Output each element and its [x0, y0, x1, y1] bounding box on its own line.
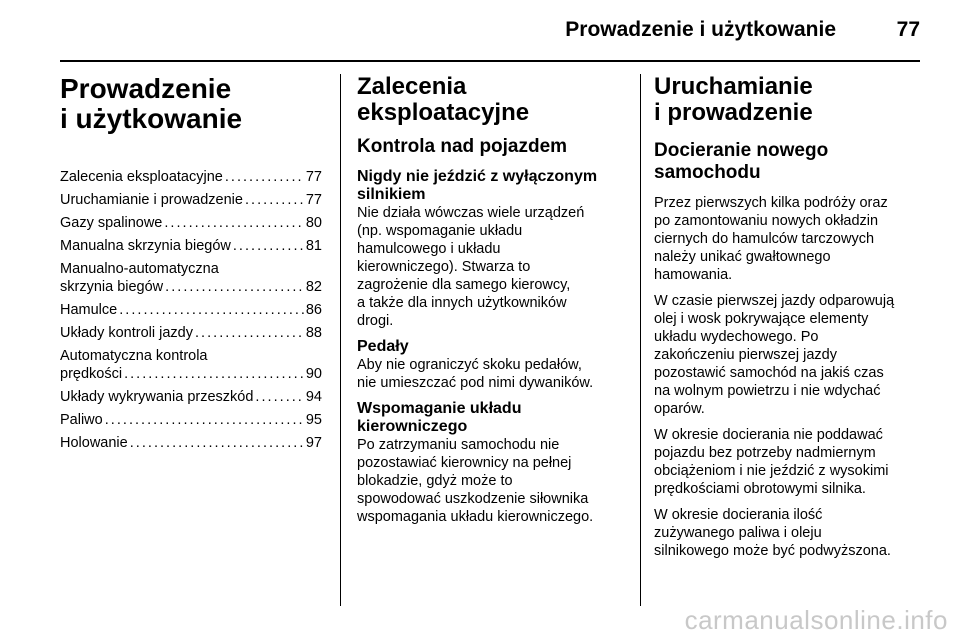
toc-item[interactable]	[60, 214, 322, 232]
table-of-contents	[60, 168, 322, 452]
toc-page: 77	[305, 192, 322, 208]
toc-item[interactable]	[60, 191, 322, 209]
toc-label: prędkości	[60, 366, 123, 382]
section-subheading: Docieranie nowego samochodu	[654, 140, 829, 183]
toc-label: Zalecenia eksploatacyjne	[60, 169, 223, 185]
running-header-title: Prowadzenie i użytkowanie	[565, 18, 836, 41]
toc-item[interactable]	[60, 388, 322, 406]
toc-page: 90	[305, 366, 322, 382]
toc-label: Hamulce	[60, 302, 118, 318]
chapter-title	[60, 74, 322, 134]
section-title: Wspomaganie układu kierowniczego	[357, 400, 522, 435]
section-text: Aby nie ograniczyć skoku pedałów, nie umieszczać pod nimi dywaników.	[357, 357, 594, 391]
column-divider-1	[340, 74, 341, 606]
toc-label: Gazy spalinowe	[60, 215, 163, 231]
toc-page: 88	[305, 325, 322, 341]
chapter-title-line1: Prowadzenie	[60, 73, 232, 104]
toc-item[interactable]	[60, 411, 322, 429]
toc-item[interactable]	[60, 347, 322, 383]
toc-item[interactable]	[60, 168, 322, 186]
toc-label: Paliwo	[60, 412, 103, 428]
watermark: carmanualsonline.info	[684, 605, 948, 635]
toc-item[interactable]	[60, 324, 322, 342]
toc-page: 94	[305, 389, 322, 405]
paragraph: W okresie docierania nie poddawać pojazdu bez potrzeby nadmiernym obciążeniom i nie jeździć z wysokimi prędkościami obrotowymi silnika.	[654, 427, 889, 497]
toc-page: 95	[305, 412, 322, 428]
section-text: Po zatrzymaniu samochodu nie pozostawiać kierownicy na pełnej blokadzie, gdyż może to spowodować uszkodzenie siłownika wspomagania układu kierowniczego.	[357, 437, 594, 525]
toc-label-line1: Automatyczna kontrola	[60, 348, 208, 364]
toc-item[interactable]	[60, 434, 322, 452]
header-rule	[60, 60, 920, 62]
toc-page: 81	[305, 238, 322, 254]
page-number: 77	[896, 18, 920, 41]
section-title: Nigdy nie jeździć z wyłączonym silnikiem	[357, 168, 598, 203]
paragraph: Przez pierwszych kilka podróży oraz po zamontowaniu nowych okładzin ciernych do hamulców tarczowych należy unikać gwałtownego hamowania.	[654, 195, 888, 283]
text-section	[357, 168, 632, 330]
toc-label-line1: Manualno-automatyczna	[60, 261, 219, 277]
toc-page: 97	[305, 435, 322, 451]
toc-page: 80	[305, 215, 322, 231]
section-text: Nie działa wówczas wiele urządzeń (np. wspomaganie układu hamulcowego i układu kierowniczego). Stwarza to zagrożenie dla samego kierowcy, a także dla innych użytkowników drogi.	[357, 205, 585, 329]
toc-label: Holowanie	[60, 435, 128, 451]
section-heading: Uruchamianie i prowadzenie	[654, 73, 813, 126]
operating-instructions-column	[357, 74, 632, 534]
section-heading: Zalecenia eksploatacyjne	[357, 73, 530, 126]
text-section	[357, 338, 632, 392]
toc-label: skrzynia biegów	[60, 279, 164, 295]
toc-column	[60, 74, 322, 457]
text-section	[357, 400, 632, 526]
paragraph: W czasie pierwszej jazdy odparowują olej i wosk pokrywające elementy układu wydechowego. Po zakończeniu pierwszej jazdy pozostawić samochód na jakiś czas na wolnym powietrzu i nie wdychać oparów.	[654, 293, 895, 417]
toc-label: Manualna skrzynia biegów	[60, 238, 231, 254]
toc-item[interactable]	[60, 237, 322, 255]
paragraph: W okresie docierania ilość zużywanego paliwa i oleju silnikowego może być podwyższona.	[654, 507, 891, 559]
toc-label: Uruchamianie i prowadzenie	[60, 192, 243, 208]
section-subheading: Kontrola nad pojazdem	[357, 136, 568, 157]
toc-label: Układy wykrywania przeszkód	[60, 389, 254, 405]
toc-label: Układy kontroli jazdy	[60, 325, 193, 341]
toc-page: 86	[305, 302, 322, 318]
section-title: Pedały	[357, 338, 409, 355]
toc-page: 82	[305, 279, 322, 295]
chapter-title-line2: i użytkowanie	[60, 103, 243, 134]
toc-item[interactable]	[60, 260, 322, 296]
toc-item[interactable]	[60, 301, 322, 319]
starting-driving-column	[654, 74, 924, 568]
toc-page: 77	[305, 169, 322, 185]
column-divider-2	[640, 74, 641, 606]
